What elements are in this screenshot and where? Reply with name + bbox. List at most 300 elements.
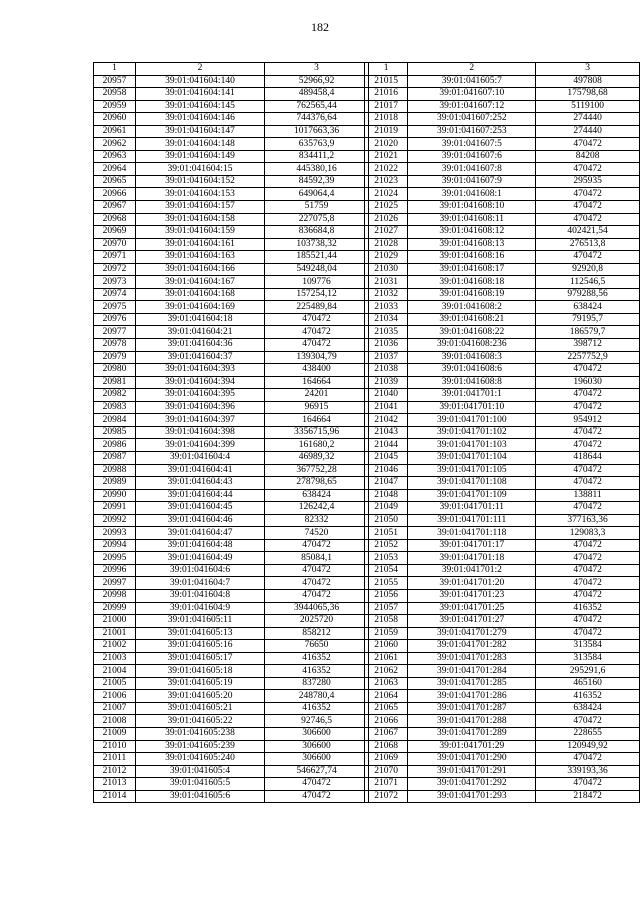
value-cell: 470472 <box>265 313 369 326</box>
value-cell: 112546,5 <box>536 276 640 289</box>
value-cell: 274440 <box>536 125 640 138</box>
cadastral-number-cell: 39:01:041604:145 <box>136 100 265 113</box>
row-number-cell: 21072 <box>365 790 408 803</box>
table-row <box>94 627 369 640</box>
table-row <box>365 376 640 389</box>
table-row <box>94 238 369 251</box>
row-number-cell: 21003 <box>94 652 136 665</box>
cadastral-number-cell: 39:01:041608:8 <box>408 376 536 389</box>
value-cell: 638424 <box>536 702 640 715</box>
table-row <box>94 150 369 163</box>
table-row <box>94 514 369 527</box>
value-cell: 109776 <box>265 276 369 289</box>
cadastral-number-cell: 39:01:041607:5 <box>408 138 536 151</box>
value-cell: 470472 <box>536 213 640 226</box>
table-row <box>365 201 640 214</box>
row-number-cell: 20958 <box>94 88 136 101</box>
value-cell: 82332 <box>265 514 369 527</box>
row-number-cell: 21014 <box>94 790 136 803</box>
cadastral-number-cell: 39:01:041608:17 <box>408 263 536 276</box>
value-cell: 84208 <box>536 150 640 163</box>
value-cell: 225489,84 <box>265 301 369 314</box>
cadastral-number-cell: 39:01:041604:399 <box>136 439 265 452</box>
table-row <box>94 339 369 352</box>
table-row <box>94 263 369 276</box>
cadastral-number-cell: 39:01:041604:44 <box>136 489 265 502</box>
cadastral-number-cell: 39:01:041605:22 <box>136 715 265 728</box>
cadastral-number-cell: 39:01:041604:41 <box>136 464 265 477</box>
value-cell: 51759 <box>265 201 369 214</box>
value-cell: 744376,64 <box>265 113 369 126</box>
table-row <box>94 727 369 740</box>
row-number-cell: 21058 <box>365 615 408 628</box>
value-cell: 84592,39 <box>265 175 369 188</box>
cadastral-number-cell: 39:01:041701:108 <box>408 477 536 490</box>
value-cell: 470472 <box>265 339 369 352</box>
cadastral-number-cell: 39:01:041604:6 <box>136 564 265 577</box>
row-number-cell: 20991 <box>94 502 136 515</box>
value-cell: 306600 <box>265 740 369 753</box>
row-number-cell: 21044 <box>365 439 408 452</box>
value-cell: 126242,4 <box>265 502 369 515</box>
row-number-cell: 21029 <box>365 251 408 264</box>
table-row <box>94 414 369 427</box>
row-number-cell: 20994 <box>94 539 136 552</box>
cadastral-number-cell: 39:01:041604:4 <box>136 451 265 464</box>
cadastral-number-cell: 39:01:041605:5 <box>136 778 265 791</box>
cadastral-number-cell: 39:01:041605:13 <box>136 627 265 640</box>
table-row <box>365 665 640 678</box>
table-row <box>94 652 369 665</box>
row-number-cell: 21025 <box>365 201 408 214</box>
table-row <box>94 690 369 703</box>
cadastral-number-cell: 39:01:041604:396 <box>136 401 265 414</box>
value-cell: 367752,28 <box>265 464 369 477</box>
table-row <box>94 376 369 389</box>
row-number-cell: 20978 <box>94 339 136 352</box>
cadastral-number-cell: 39:01:041701:23 <box>408 589 536 602</box>
cadastral-number-cell: 39:01:041701:285 <box>408 677 536 690</box>
cadastral-number-cell: 39:01:041701:1 <box>408 389 536 402</box>
value-cell: 274440 <box>536 113 640 126</box>
value-cell: 2257752,9 <box>536 351 640 364</box>
row-number-cell: 20976 <box>94 313 136 326</box>
row-number-cell: 21066 <box>365 715 408 728</box>
value-cell: 96915 <box>265 401 369 414</box>
value-cell: 465160 <box>536 677 640 690</box>
value-cell: 248780,4 <box>265 690 369 703</box>
table-row <box>365 364 640 377</box>
row-number-cell: 20972 <box>94 263 136 276</box>
table-row <box>94 251 369 264</box>
cadastral-number-cell: 39:01:041604:163 <box>136 251 265 264</box>
value-cell: 1017663,36 <box>265 125 369 138</box>
data-table-right <box>364 62 640 803</box>
table-row <box>365 477 640 490</box>
cadastral-number-cell: 39:01:041604:37 <box>136 351 265 364</box>
row-number-cell: 21062 <box>365 665 408 678</box>
value-cell: 3944065,36 <box>265 602 369 615</box>
row-number-cell: 21054 <box>365 564 408 577</box>
cadastral-number-cell: 39:01:041604:397 <box>136 414 265 427</box>
table-row <box>365 188 640 201</box>
table-row <box>365 702 640 715</box>
value-cell: 979288,56 <box>536 288 640 301</box>
cadastral-number-cell: 39:01:041604:9 <box>136 602 265 615</box>
table-row <box>365 753 640 766</box>
value-cell: 164664 <box>265 414 369 427</box>
table-row <box>365 339 640 352</box>
row-number-cell: 20983 <box>94 401 136 414</box>
cadastral-number-cell: 39:01:041608:11 <box>408 213 536 226</box>
value-cell: 470472 <box>536 627 640 640</box>
row-number-cell: 21011 <box>94 753 136 766</box>
row-number-cell: 20984 <box>94 414 136 427</box>
cadastral-number-cell: 39:01:041604:161 <box>136 238 265 251</box>
cadastral-number-cell: 39:01:041604:47 <box>136 527 265 540</box>
cadastral-number-cell: 39:01:041701:118 <box>408 527 536 540</box>
table-row <box>94 175 369 188</box>
row-number-cell: 21065 <box>365 702 408 715</box>
table-row <box>365 627 640 640</box>
cadastral-number-cell: 39:01:041701:18 <box>408 552 536 565</box>
table-row <box>365 389 640 402</box>
value-cell: 157254,12 <box>265 288 369 301</box>
table-row <box>365 326 640 339</box>
table-row <box>365 125 640 138</box>
cadastral-number-cell: 39:01:041701:282 <box>408 640 536 653</box>
row-number-cell: 21047 <box>365 477 408 490</box>
value-cell: 836684,8 <box>265 226 369 239</box>
table-row <box>94 426 369 439</box>
table-row <box>365 489 640 502</box>
value-cell: 339193,36 <box>536 765 640 778</box>
column-header: 1 <box>365 63 408 76</box>
value-cell: 85084,1 <box>265 552 369 565</box>
row-number-cell: 20969 <box>94 226 136 239</box>
table-row <box>365 251 640 264</box>
data-table-left <box>93 62 369 803</box>
cadastral-number-cell: 39:01:041608:236 <box>408 339 536 352</box>
value-cell: 164664 <box>265 376 369 389</box>
value-cell: 313584 <box>536 640 640 653</box>
table-row <box>365 652 640 665</box>
cadastral-number-cell: 39:01:041604:158 <box>136 213 265 226</box>
table-row <box>94 326 369 339</box>
value-cell: 834411,2 <box>265 150 369 163</box>
row-number-cell: 21046 <box>365 464 408 477</box>
value-cell: 546627,74 <box>265 765 369 778</box>
value-cell: 470472 <box>265 589 369 602</box>
table-row <box>365 778 640 791</box>
cadastral-number-cell: 39:01:041701:105 <box>408 464 536 477</box>
cadastral-number-cell: 39:01:041604:46 <box>136 514 265 527</box>
value-cell: 470472 <box>265 539 369 552</box>
cadastral-number-cell: 39:01:041701:293 <box>408 790 536 803</box>
table-row <box>365 790 640 803</box>
value-cell: 295935 <box>536 175 640 188</box>
table-row <box>365 727 640 740</box>
table-row <box>365 163 640 176</box>
cadastral-number-cell: 39:01:041604:21 <box>136 326 265 339</box>
row-number-cell: 21000 <box>94 615 136 628</box>
table-row <box>94 138 369 151</box>
row-number-cell: 20988 <box>94 464 136 477</box>
cadastral-number-cell: 39:01:041701:17 <box>408 539 536 552</box>
cadastral-number-cell: 39:01:041701:2 <box>408 564 536 577</box>
cadastral-number-cell: 39:01:041604:49 <box>136 552 265 565</box>
value-cell: 649064,4 <box>265 188 369 201</box>
cadastral-number-cell: 39:01:041604:395 <box>136 389 265 402</box>
row-number-cell: 21036 <box>365 339 408 352</box>
table-row <box>365 150 640 163</box>
value-cell: 227075,8 <box>265 213 369 226</box>
row-number-cell: 21017 <box>365 100 408 113</box>
cadastral-number-cell: 39:01:041605:239 <box>136 740 265 753</box>
value-cell: 470472 <box>536 251 640 264</box>
table-row <box>94 677 369 690</box>
row-number-cell: 21010 <box>94 740 136 753</box>
row-number-cell: 20997 <box>94 577 136 590</box>
cadastral-number-cell: 39:01:041604:159 <box>136 226 265 239</box>
table-row <box>94 527 369 540</box>
value-cell: 470472 <box>536 201 640 214</box>
row-number-cell: 20959 <box>94 100 136 113</box>
row-number-cell: 21009 <box>94 727 136 740</box>
value-cell: 638424 <box>265 489 369 502</box>
value-cell: 416352 <box>265 652 369 665</box>
value-cell: 470472 <box>536 426 640 439</box>
table-row <box>94 163 369 176</box>
row-number-cell: 21059 <box>365 627 408 640</box>
value-cell: 470472 <box>536 577 640 590</box>
row-number-cell: 21023 <box>365 175 408 188</box>
table-row <box>94 753 369 766</box>
value-cell: 46989,32 <box>265 451 369 464</box>
cadastral-number-cell: 39:01:041608:21 <box>408 313 536 326</box>
cadastral-number-cell: 39:01:041607:252 <box>408 113 536 126</box>
value-cell: 5119100 <box>536 100 640 113</box>
row-number-cell: 21061 <box>365 652 408 665</box>
row-number-cell: 21051 <box>365 527 408 540</box>
row-number-cell: 20966 <box>94 188 136 201</box>
row-number-cell: 21024 <box>365 188 408 201</box>
value-cell: 470472 <box>536 188 640 201</box>
row-number-cell: 21057 <box>365 602 408 615</box>
value-cell: 416352 <box>536 602 640 615</box>
table-row <box>365 213 640 226</box>
table-row <box>94 552 369 565</box>
cadastral-number-cell: 39:01:041605:16 <box>136 640 265 653</box>
cadastral-number-cell: 39:01:041607:8 <box>408 163 536 176</box>
row-number-cell: 20999 <box>94 602 136 615</box>
row-number-cell: 21030 <box>365 263 408 276</box>
table-row <box>94 125 369 138</box>
value-cell: 438400 <box>265 364 369 377</box>
table-row <box>94 577 369 590</box>
value-cell: 418644 <box>536 451 640 464</box>
value-cell: 175798,68 <box>536 88 640 101</box>
value-cell: 196030 <box>536 376 640 389</box>
cadastral-number-cell: 39:01:041607:6 <box>408 150 536 163</box>
table-row <box>365 715 640 728</box>
row-number-cell: 21067 <box>365 727 408 740</box>
cadastral-number-cell: 39:01:041701:27 <box>408 615 536 628</box>
cadastral-number-cell: 39:01:041605:17 <box>136 652 265 665</box>
table-row <box>94 364 369 377</box>
row-number-cell: 20971 <box>94 251 136 264</box>
value-cell: 470472 <box>536 502 640 515</box>
cadastral-number-cell: 39:01:041605:20 <box>136 690 265 703</box>
row-number-cell: 20987 <box>94 451 136 464</box>
value-cell: 186579,7 <box>536 326 640 339</box>
table-row <box>365 238 640 251</box>
row-number-cell: 20977 <box>94 326 136 339</box>
cadastral-number-cell: 39:01:041701:29 <box>408 740 536 753</box>
value-cell: 470472 <box>536 138 640 151</box>
value-cell: 470472 <box>536 564 640 577</box>
value-cell: 276513,8 <box>536 238 640 251</box>
value-cell: 306600 <box>265 753 369 766</box>
table-row <box>365 414 640 427</box>
table-row <box>94 464 369 477</box>
table-row <box>365 552 640 565</box>
value-cell: 161680,2 <box>265 439 369 452</box>
row-number-cell: 21016 <box>365 88 408 101</box>
cadastral-number-cell: 39:01:041701:20 <box>408 577 536 590</box>
table-row <box>365 451 640 464</box>
row-number-cell: 21070 <box>365 765 408 778</box>
cadastral-number-cell: 39:01:041604:152 <box>136 175 265 188</box>
row-number-cell: 21055 <box>365 577 408 590</box>
table-row <box>365 765 640 778</box>
row-number-cell: 21002 <box>94 640 136 653</box>
row-number-cell: 21064 <box>365 690 408 703</box>
row-number-cell: 20985 <box>94 426 136 439</box>
table-row <box>365 527 640 540</box>
table-row <box>365 276 640 289</box>
cadastral-number-cell: 39:01:041605:238 <box>136 727 265 740</box>
row-number-cell: 21071 <box>365 778 408 791</box>
table-row <box>94 401 369 414</box>
value-cell: 313584 <box>536 652 640 665</box>
row-number-cell: 21018 <box>365 113 408 126</box>
cadastral-number-cell: 39:01:041605:7 <box>408 75 536 88</box>
table-row <box>365 351 640 364</box>
row-number-cell: 21033 <box>365 301 408 314</box>
value-cell: 470472 <box>536 389 640 402</box>
row-number-cell: 21006 <box>94 690 136 703</box>
cadastral-number-cell: 39:01:041701:287 <box>408 702 536 715</box>
cadastral-number-cell: 39:01:041604:8 <box>136 589 265 602</box>
row-number-cell: 21028 <box>365 238 408 251</box>
value-cell: 74520 <box>265 527 369 540</box>
value-cell: 24201 <box>265 389 369 402</box>
table-row <box>94 702 369 715</box>
row-number-cell: 20992 <box>94 514 136 527</box>
row-number-cell: 21043 <box>365 426 408 439</box>
cadastral-number-cell: 39:01:041604:394 <box>136 376 265 389</box>
column-header: 3 <box>536 63 640 76</box>
cadastral-number-cell: 39:01:041608:19 <box>408 288 536 301</box>
cadastral-number-cell: 39:01:041604:43 <box>136 477 265 490</box>
cadastral-number-cell: 39:01:041604:36 <box>136 339 265 352</box>
row-number-cell: 21063 <box>365 677 408 690</box>
value-cell: 635763,9 <box>265 138 369 151</box>
cadastral-number-cell: 39:01:041604:398 <box>136 426 265 439</box>
value-cell: 470472 <box>536 364 640 377</box>
cadastral-number-cell: 39:01:041701:288 <box>408 715 536 728</box>
table-row <box>94 564 369 577</box>
table-row <box>365 401 640 414</box>
cadastral-number-cell: 39:01:041701:284 <box>408 665 536 678</box>
value-cell: 470472 <box>265 564 369 577</box>
cadastral-number-cell: 39:01:041701:103 <box>408 439 536 452</box>
table-row <box>94 100 369 113</box>
table-row <box>94 615 369 628</box>
row-number-cell: 20995 <box>94 552 136 565</box>
value-cell: 52966,92 <box>265 75 369 88</box>
row-number-cell: 21004 <box>94 665 136 678</box>
cadastral-number-cell: 39:01:041701:283 <box>408 652 536 665</box>
value-cell: 306600 <box>265 727 369 740</box>
table-row <box>365 577 640 590</box>
cadastral-number-cell: 39:01:041608:10 <box>408 201 536 214</box>
table-row <box>94 602 369 615</box>
table-row <box>365 602 640 615</box>
row-number-cell: 20993 <box>94 527 136 540</box>
cadastral-number-cell: 39:01:041608:18 <box>408 276 536 289</box>
row-number-cell: 21008 <box>94 715 136 728</box>
cadastral-number-cell: 39:01:041604:148 <box>136 138 265 151</box>
row-number-cell: 20979 <box>94 351 136 364</box>
row-number-cell: 20989 <box>94 477 136 490</box>
cadastral-number-cell: 39:01:041604:168 <box>136 288 265 301</box>
value-cell: 858212 <box>265 627 369 640</box>
row-number-cell: 21031 <box>365 276 408 289</box>
row-number-cell: 21040 <box>365 389 408 402</box>
cadastral-number-cell: 39:01:041608:22 <box>408 326 536 339</box>
cadastral-number-cell: 39:01:041608:1 <box>408 188 536 201</box>
cadastral-number-cell: 39:01:041701:109 <box>408 489 536 502</box>
cadastral-number-cell: 39:01:041701:290 <box>408 753 536 766</box>
cadastral-number-cell: 39:01:041607:12 <box>408 100 536 113</box>
value-cell: 295291,6 <box>536 665 640 678</box>
cadastral-number-cell: 39:01:041608:2 <box>408 301 536 314</box>
value-cell: 129083,3 <box>536 527 640 540</box>
row-number-cell: 20963 <box>94 150 136 163</box>
row-number-cell: 20967 <box>94 201 136 214</box>
row-number-cell: 21048 <box>365 489 408 502</box>
row-number-cell: 20982 <box>94 389 136 402</box>
table-row <box>94 389 369 402</box>
table-row <box>365 514 640 527</box>
value-cell: 497808 <box>536 75 640 88</box>
value-cell: 398712 <box>536 339 640 352</box>
table-row <box>94 640 369 653</box>
row-number-cell: 21021 <box>365 150 408 163</box>
table-row <box>94 589 369 602</box>
cadastral-number-cell: 39:01:041604:146 <box>136 113 265 126</box>
cadastral-number-cell: 39:01:041605:21 <box>136 702 265 715</box>
cadastral-number-cell: 39:01:041701:279 <box>408 627 536 640</box>
cadastral-number-cell: 39:01:041604:149 <box>136 150 265 163</box>
row-number-cell: 20968 <box>94 213 136 226</box>
value-cell: 416352 <box>265 665 369 678</box>
table-row <box>365 439 640 452</box>
table-row <box>94 765 369 778</box>
cadastral-number-cell: 39:01:041605:240 <box>136 753 265 766</box>
